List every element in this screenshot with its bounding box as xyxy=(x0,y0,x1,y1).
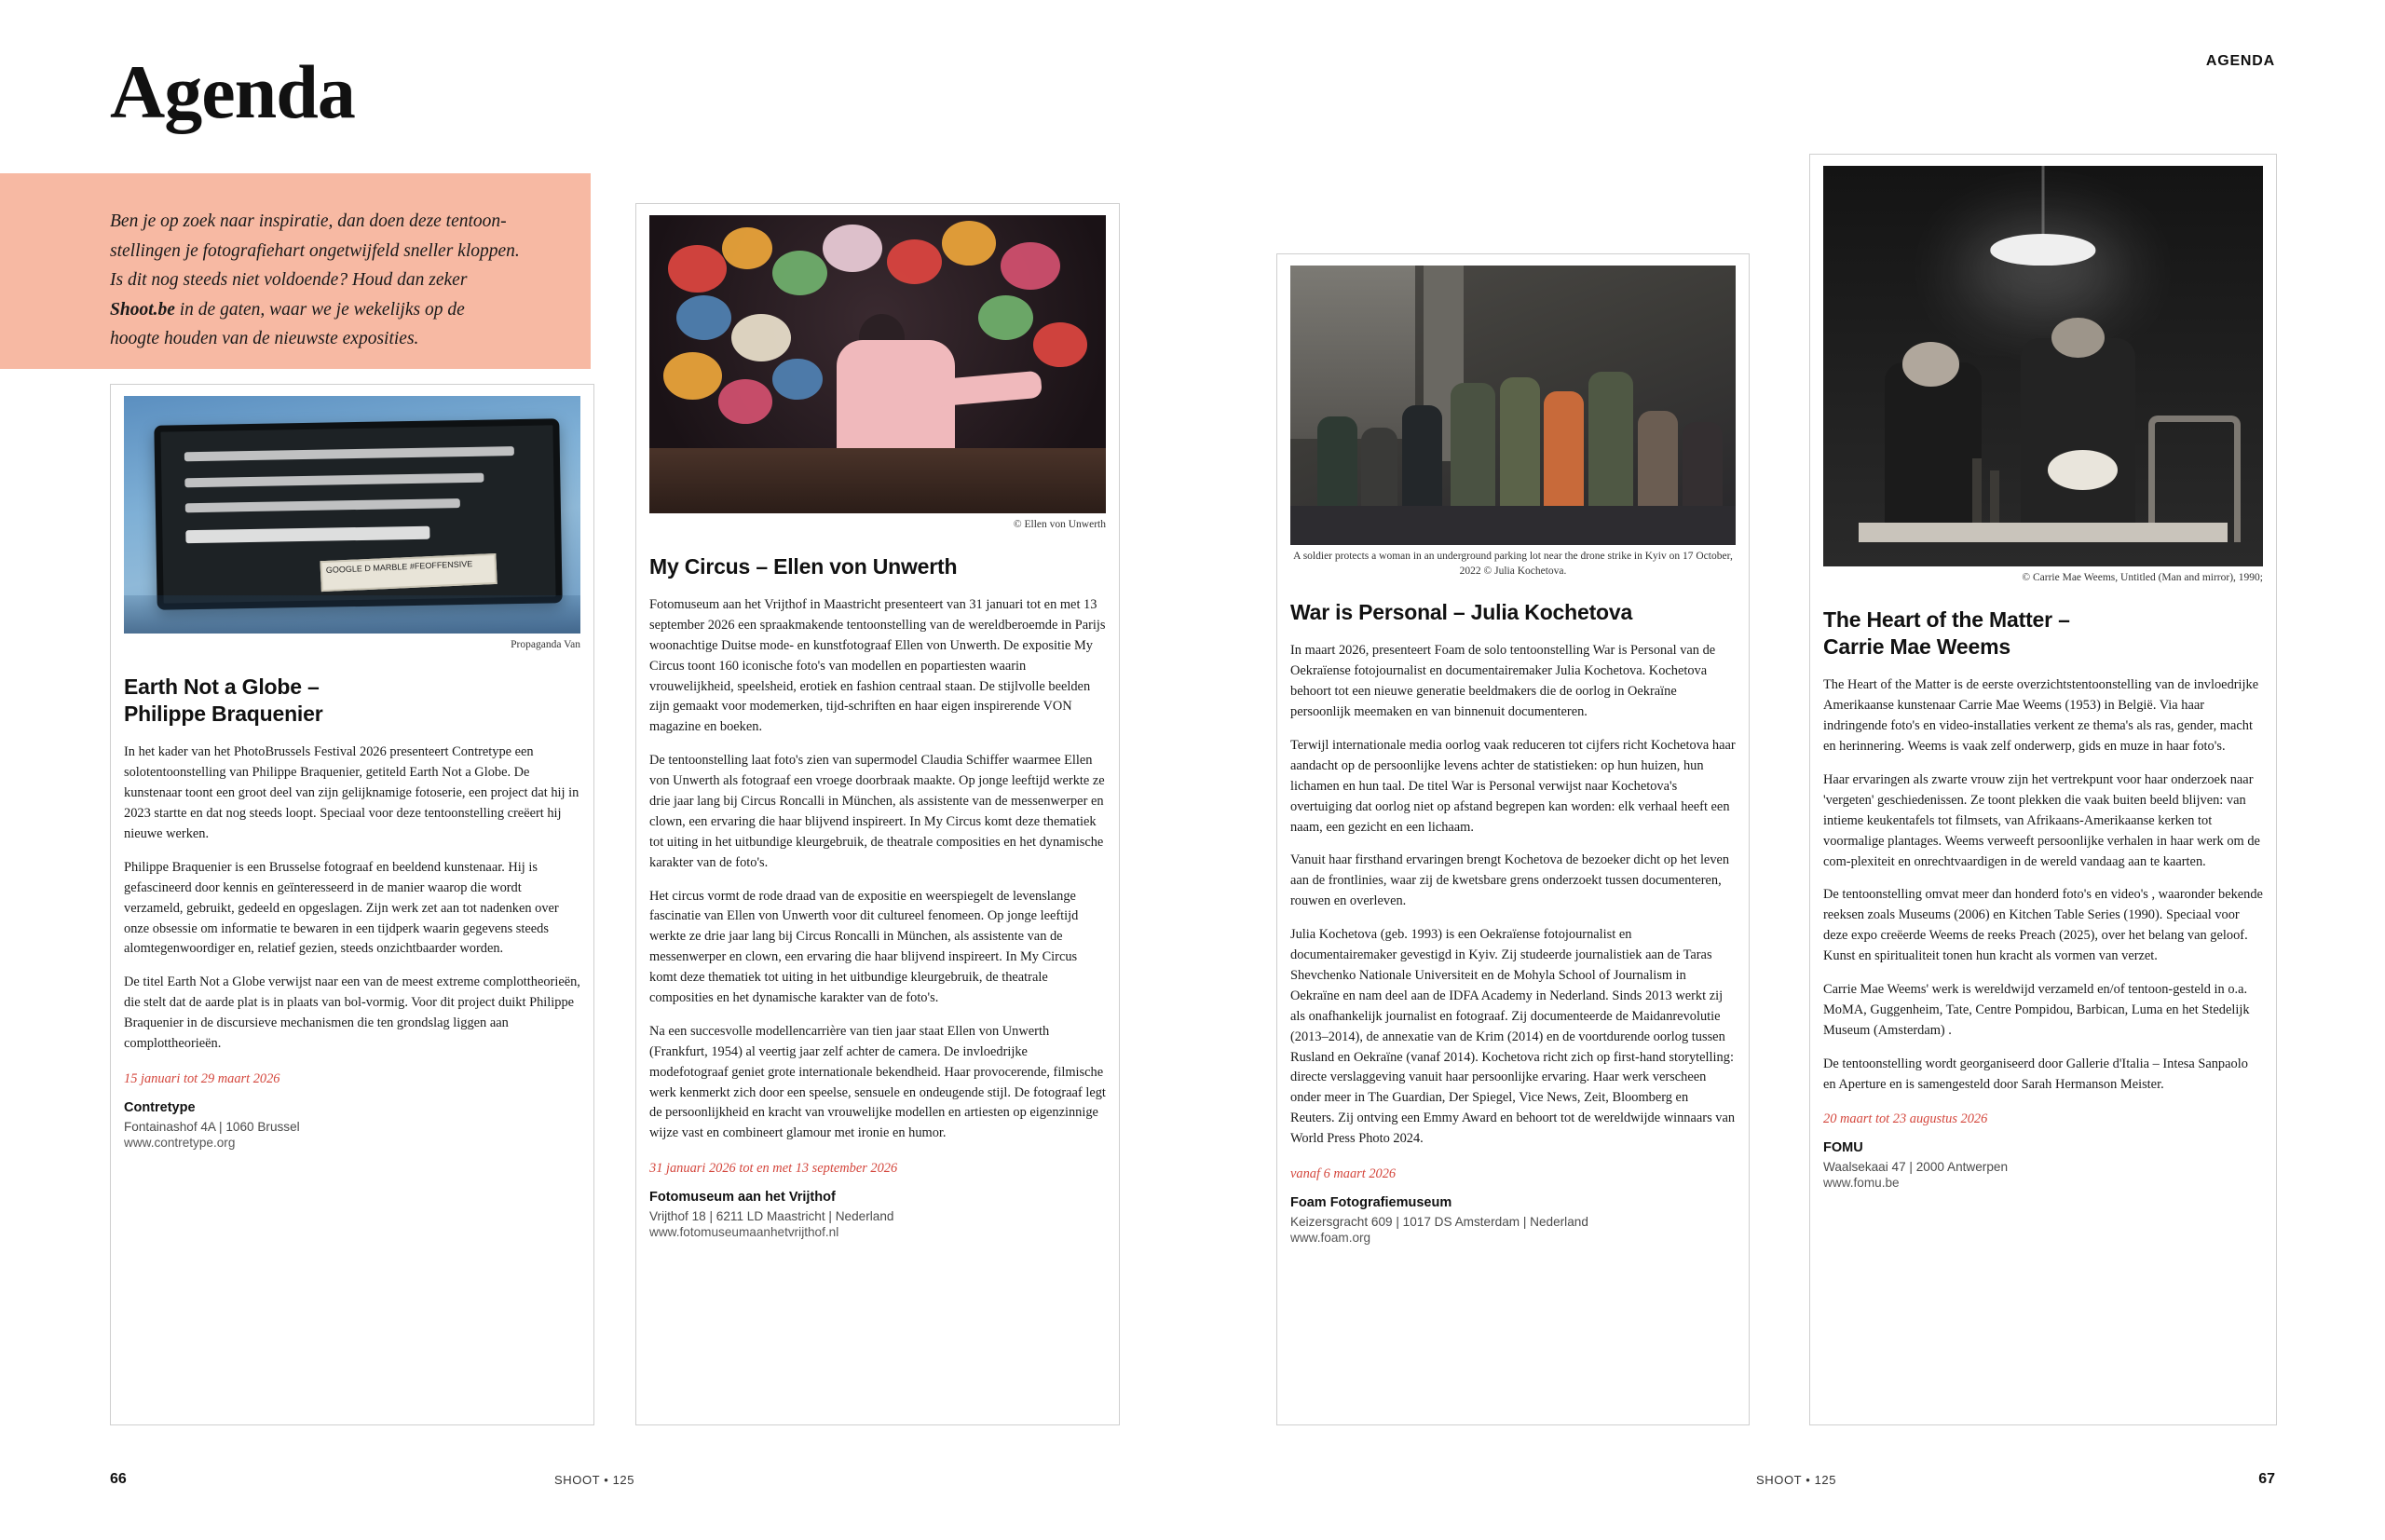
intro-line-3: Is dit nog steeds niet voldoende? Houd dan zeker xyxy=(110,270,468,291)
photo-credit: Propaganda Van xyxy=(511,639,580,650)
item-paragraph: De tentoonstelling laat foto's zien van supermodel Claudia Schiffer waarmee Ellen von Unwerth als fotograaf een vroege doorbraak maakte. Op jonge leeftijd werkte ze drie jaar lang bij Circus Roncalli in München, als assistente van de messenwerper en clown, een ervaring die haar blijvend inspireert. In My Circus komt deze thematiek tot uiting in het uitbundige kleurgebruik, de theatrale composities en het dynamische karakter van de foto's. xyxy=(649,753,1105,870)
item-paragraph: In maart 2026, presenteert Foam de solo tentoonstelling War is Personal van de Oekraïense fotojournalist en documentairemaker Julia Kochetova. Kochetova behoort tot een nieuwe generatie beeldmakers die de oorlog in Oekraïne persoonlijk meemaken en van binnenuit documenteren. xyxy=(1290,643,1716,720)
issue-label-right: SHOOT • 125 xyxy=(1756,1473,1837,1487)
item-venue: Foam Fotografiemuseum xyxy=(1290,1194,1452,1210)
item-title-line-1: The Heart of the Matter – xyxy=(1823,606,2070,632)
item-paragraph: Terwijl internationale media oorlog vaak reduceren tot cijfers richt Kochetova haar aandacht op de persoonlijke levens achter de statistieken: op hun huizen, hun lichamen en hun taal. De titel War is Personal verwijst naar Kochetova's overtuiging dat oorlog niet op afstand begrepen kan worden: elk verhaal heeft een naam, een gezicht en een lichaam. xyxy=(1290,738,1736,835)
item-title xyxy=(1823,606,2263,661)
photo-propaganda-van xyxy=(124,396,580,634)
agenda-item-earth-not-a-globe xyxy=(110,384,594,1425)
photo-war-is-personal xyxy=(1290,266,1736,545)
sticker-graphic xyxy=(320,553,497,593)
item-paragraph: In het kader van het PhotoBrussels Festival 2026 presenteert Contretype een solotentoonstelling van Philippe Braquenier, getiteld Earth Not a Globe. De kunstenaar toont een groot deel van zijn gelijknamige fotoserie, een project dat hij in 2023 startte en dat nog steeds loopt. Speciaal voor deze tentoonstelling creëert hij nieuwe werken. xyxy=(124,744,579,841)
item-paragraph: Carrie Mae Weems' werk is wereldwijd verzameld en/of tentoon-gesteld in o.a. MoMA, Guggenheim, Tate, Centre Pompidou, Barbican, Luma en het Stedelijk Museum (Amsterdam) . xyxy=(1823,981,2250,1038)
photo-credit: © Ellen von Unwerth xyxy=(1013,519,1106,530)
intro-brand: Shoot.be xyxy=(110,299,175,320)
item-paragraph: Fotomuseum aan het Vrijthof in Maastricht presenteert van 31 januari tot en met 13 september 2026 een spraakmakende tentoonstelling van de wereldberoemde in Parijs woonachtige Duitse mode- en kunstfotograaf Ellen von Unwerth. De expositie My Circus toont 160 iconische foto's van modellen en popartiesten waarin vrouwelijkheid, speelsheid, erotiek en fashion centraal staan. De stijlvolle beelden zijn gemaakt voor modemerken, tijd-schriften en haar eigen inspirerende VON magazine en boeken. xyxy=(649,596,1106,735)
page-number-left: 66 xyxy=(110,1471,127,1487)
intro-box xyxy=(0,173,591,369)
item-title: My Circus – Ellen von Unwerth xyxy=(649,553,958,579)
item-address: Fontainashof 4A | 1060 Brussel xyxy=(124,1119,300,1134)
agenda-item-heart-of-the-matter xyxy=(1809,154,2277,1425)
photo-man-and-mirror xyxy=(1823,166,2263,566)
item-dates: 31 januari 2026 tot en met 13 september 2026 xyxy=(649,1161,898,1177)
item-paragraph: De tentoonstelling wordt georganiseerd door Gallerie d'Italia – Intesa Sanpaolo en Aperture en is samengesteld door Sarah Hermanson Meister. xyxy=(1823,1056,2248,1092)
item-address: Waalsekaai 47 | 2000 Antwerpen xyxy=(1823,1160,2008,1175)
item-paragraph: The Heart of the Matter is de eerste overzichtstentoonstelling van de invloedrijke Amerikaanse kunstenaar Carrie Mae Weems (1953) in België. Via haar indringende foto's en video-installaties verkent ze thema's als ras, gender, macht en herinnering. Weems is vaak zelf onderwerp, gids en muze in haar foto's. xyxy=(1823,677,2259,755)
photo-my-circus xyxy=(649,215,1106,513)
item-dates: 15 januari tot 29 maart 2026 xyxy=(124,1070,280,1086)
agenda-item-my-circus xyxy=(635,203,1120,1425)
item-paragraph: De titel Earth Not a Globe verwijst naar een van de meest extreme complottheorieën, die stelt dat de aarde plat is in plaats van bol-vormig. Voor dit project duikt Philippe Braquenier in de discursieve mechanismen die ten grondslag liggen aan complottheorieën. xyxy=(124,974,580,1051)
item-paragraph: Na een succesvolle modellencarrière van tien jaar staat Ellen von Unwerth (Frankfurt, 1954) al veertig jaar zelf achter de camera. De invloedrijke modefotograaf geniet grote internationale bekendheid. Haar provocerende, filmische werk kenmerkt zich door een speelse, sensuele en ondeugende stijl. De fotograaf legt de persoonlijkheid en kracht van vrouwelijke modellen en artiesten op eigenzinnige wijze vast en combineert glamour met ironie en humor. xyxy=(649,1023,1106,1141)
photo-credit: A soldier protects a woman in an underground parking lot near the drone strike in Kyiv on 17 October, 2022 © Julia Kochetova. xyxy=(1293,551,1733,577)
intro-line-4: in de gaten, waar we je wekelijks op de xyxy=(174,299,465,320)
intro-line-2: stellingen je fotografiehart ongetwijfeld sneller kloppen. xyxy=(110,240,520,261)
item-paragraph: Julia Kochetova (geb. 1993) is een Oekraïense fotojournalist en documentairemaker gevestigd in Kyiv. Zij studeerde journalistiek aan de Taras Shevchenko Nationale Universiteit en de Mohyla School of Journalism in Oekraïne en nam deel aan de IDFA Academy in Nederland. Sinds 2013 werkt zij als onafhankelijk journalist en fotograaf. Zij documenteerde de Maidanrevolutie (2013–2014), de annexatie van de Krim (2014) en de voortdurende oorlog tussen Rusland en Oekraïne (vanaf 2014). Kochetova richt zich op first-hand storytelling: directe verslaggeving vanuit haar persoonlijke ervaring. Haar werk verscheen onder meer in The Guardian, Der Spiegel, Vice News, Zeit, Bloomberg en Reuters. Zij ontving een Emmy Award en behoort tot de wereldwijde winnaars van World Press Photo 2024. xyxy=(1290,927,1736,1147)
photo-credit: © Carrie Mae Weems, Untitled (Man and mirror), 1990; xyxy=(2022,572,2263,583)
issue-label-left: SHOOT • 125 xyxy=(554,1473,635,1487)
chalkboard-graphic xyxy=(155,418,564,609)
item-dates: 20 maart tot 23 augustus 2026 xyxy=(1823,1111,1988,1127)
item-dates: vanaf 6 maart 2026 xyxy=(1290,1165,1397,1181)
item-website[interactable]: www.fotomuseumaanhetvrijthof.nl xyxy=(649,1225,839,1240)
item-title xyxy=(124,674,580,729)
item-website[interactable]: www.foam.org xyxy=(1290,1230,1371,1245)
page-title: Agenda xyxy=(110,49,355,134)
item-paragraph: Het circus vormt de rode draad van de expositie en weerspiegelt de levenslange fascinatie van Ellen von Unwerth voor dit cultureel fenomeen. Op jonge leeftijd werkte ze drie jaar lang bij Circus Roncalli in München, als assistente van de messenwerper en clown, een ervaring die haar blijvend inspireert. In My Circus komt deze thematiek tot uiting in het uitbundige kleurgebruik, de theatrale composities en het dynamische karakter van de foto's. xyxy=(649,888,1079,1005)
item-address: Vrijthof 18 | 6211 LD Maastricht | Nederland xyxy=(649,1209,894,1224)
item-website[interactable]: www.contretype.org xyxy=(124,1135,236,1150)
agenda-item-war-is-personal xyxy=(1276,253,1750,1425)
item-venue: Fotomuseum aan het Vrijthof xyxy=(649,1190,836,1206)
item-paragraph: Vanuit haar firsthand ervaringen brengt Kochetova de bezoeker dicht op het leven aan de frontlinies, waar zij de kwetsbare grens onderzoekt tussen documenteren, rouwen en overleven. xyxy=(1290,852,1730,909)
item-website[interactable]: www.fomu.be xyxy=(1823,1176,1900,1191)
intro-text xyxy=(110,207,576,354)
item-paragraph: Philippe Braquenier is een Brusselse fotograaf en beeldend kunstenaar. Hij is gefascineerd door kennis en geïnteresseerd in de manier waarop die wordt verzameld, gebruikt, gedeeld en opgeslagen. Zijn werk zet aan tot nadenken over onze obsessie om informatie te bewaren in een tijdperk waarin gegevens steeds alomtegenwoordiger en, relatief gezien, steeds onzichtbaarder worden. xyxy=(124,859,559,957)
item-paragraph: Haar ervaringen als zwarte vrouw zijn het vertrekpunt voor haar onderzoek naar 'vergeten' geschiedenissen. Ze toont plekken die vaak buiten beeld blijven: van intieme keukentafels tot filmsets, van Afrikaans-Amerikaanse kerken tot voormalige plantages. Weems verweeft persoonlijke verhalen in haar werk om de com-plexiteit en onrechtvaardigen in de wereld vandaag aan te kaarten. xyxy=(1823,771,2260,869)
item-title: War is Personal – Julia Kochetova xyxy=(1290,600,1633,625)
sticker-text: GOOGLE D MARBLE #FEOFFENSIVE xyxy=(325,559,473,576)
page-number-right: 67 xyxy=(2258,1471,2275,1487)
item-venue: FOMU xyxy=(1823,1140,1863,1156)
intro-line-1: Ben je op zoek naar inspiratie, dan doen deze tentoon- xyxy=(110,211,507,231)
item-address: Keizersgracht 609 | 1017 DS Amsterdam | Nederland xyxy=(1290,1214,1588,1229)
item-paragraph: De tentoonstelling omvat meer dan honderd foto's en video's , waaronder bekende reeksen zoals Museums (2006) en Kitchen Table Series (1990). Speciaal voor deze expo creëerde Weems de reeks Preach (2025), over het belang van geloof. Kunst en spiritualiteit tonen hun kracht als vormen van verzet. xyxy=(1823,887,2263,964)
item-title-line-2: Philippe Braquenier xyxy=(124,701,323,726)
item-title-line-1: Earth Not a Globe – xyxy=(124,674,320,699)
running-head: AGENDA xyxy=(2205,53,2275,69)
item-title-line-2: Carrie Mae Weems xyxy=(1823,634,2010,659)
item-venue: Contretype xyxy=(124,1099,196,1115)
intro-line-5: hoogte houden van de nieuwste exposities. xyxy=(110,329,419,349)
